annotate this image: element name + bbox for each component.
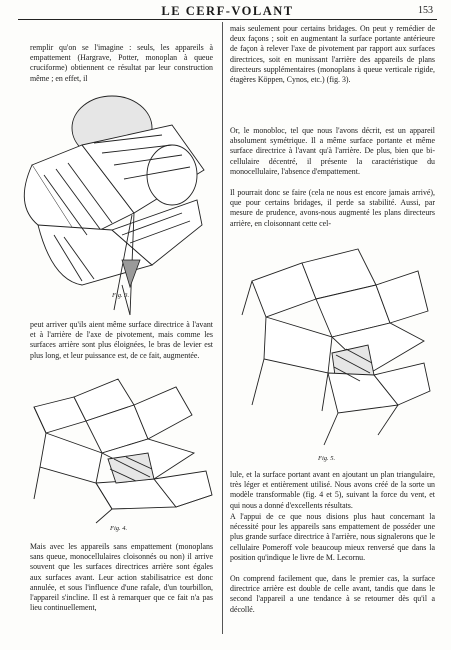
- header-title: LE CERF-VOLANT: [161, 4, 294, 18]
- right-paragraph-6: On comprend facilement que, dans le premier cas, la surface directrice arrière est double de celle avant, tandis que dans le second l'appareil a une tendance à se retourner dès qu'il a décollé.: [230, 574, 435, 614]
- right-paragraph-2: Or, le monobloc, tel que nous l'avons décrit, est un appareil absolument symétrique. Il a même surface portante et même surface directrice à l'avant qu'à l'arrière. De plus, bien que bi-cellulaire décentré, il présente la caractéristique du monocellulaire, l'absence d'empattement.: [230, 126, 435, 176]
- left-paragraph-2: peut arriver qu'ils aient même surface directrice à l'avant et à l'arrière de l'axe de pivotement, mais comme les surfaces arrière sont plus éloignées, le bras de levier est plus long, et leur puissance est, de ce fait, augmentée.: [30, 320, 213, 360]
- figure-4-caption: Fig. 4.: [110, 525, 128, 532]
- column-divider: [222, 22, 223, 634]
- header-rule: [18, 19, 437, 20]
- figure-5-illustration: [228, 245, 433, 455]
- right-paragraph-1: mais seulement pour certains bridages. On peut y remédier de deux façons ; soit en augmentant la surface portante antérieure de façon à relever l'axe de pivotement par rapport aux surfaces directrices, soit en munissant l'arrière des appareils de plans directeurs supplémentaires (monoplans à queue verticale rigide, étagères Köppen, Cynos, etc.) (fig. 3).: [230, 24, 435, 85]
- figure-4-illustration: [26, 375, 216, 525]
- right-paragraph-5: A l'appui de ce que nous disions plus haut concernant la nécessité pour les appareils sans empattement de posséder une plus grande surface directrice à l'arrière, nous signalerons que le cellulaire Pomeroff vole beaucoup mieux renversé que dans la position qu'indique le livre de M. Lecornu.: [230, 512, 435, 562]
- figure-5-caption: Fig. 5.: [318, 455, 336, 462]
- figure-3-illustration: [22, 95, 217, 320]
- running-header: [18, 4, 437, 20]
- right-paragraph-3: Il pourrait donc se faire (cela ne nous est encore jamais arrivé), que pour certains bridages, il perde sa stabilité. Aussi, par mesure de prudence, avons-nous augmenté les plans directeurs arrière, en cloisonnant cette cel-: [230, 188, 435, 228]
- page-number: 153: [418, 5, 433, 16]
- left-paragraph-1: remplir qu'on se l'imagine : seuls, les appareils à empattement (Hargrave, Potter, monoplan à queue cruciforme) obtiennent ce résultat par leur construction même ; en effet, il: [30, 43, 213, 83]
- left-paragraph-3: Mais avec les appareils sans empattement (monoplans sans queue, monocellulaires cloisonnés ou non) il arrive souvent que les surfaces directrices arrière sont égales aux surfaces avant. Leur action stabilisatrice est donc annulée, et sous l'influence d'une rafale, d'un tourbillon, l'appareil s'incline. Il est à remarquer que ce fait n'a pas lieu continuellement,: [30, 542, 213, 613]
- figure-3-caption: Fig. 3.: [112, 292, 130, 299]
- right-paragraph-4: lule, et la surface portant avant en ajoutant un plan triangulaire, très léger et entièrement utilisé. Nous avons créé de la sorte un modèle transformable (fig. 4 et 5), suivant la force du vent, et qui nous a donné d'excellents résultats.: [230, 470, 435, 510]
